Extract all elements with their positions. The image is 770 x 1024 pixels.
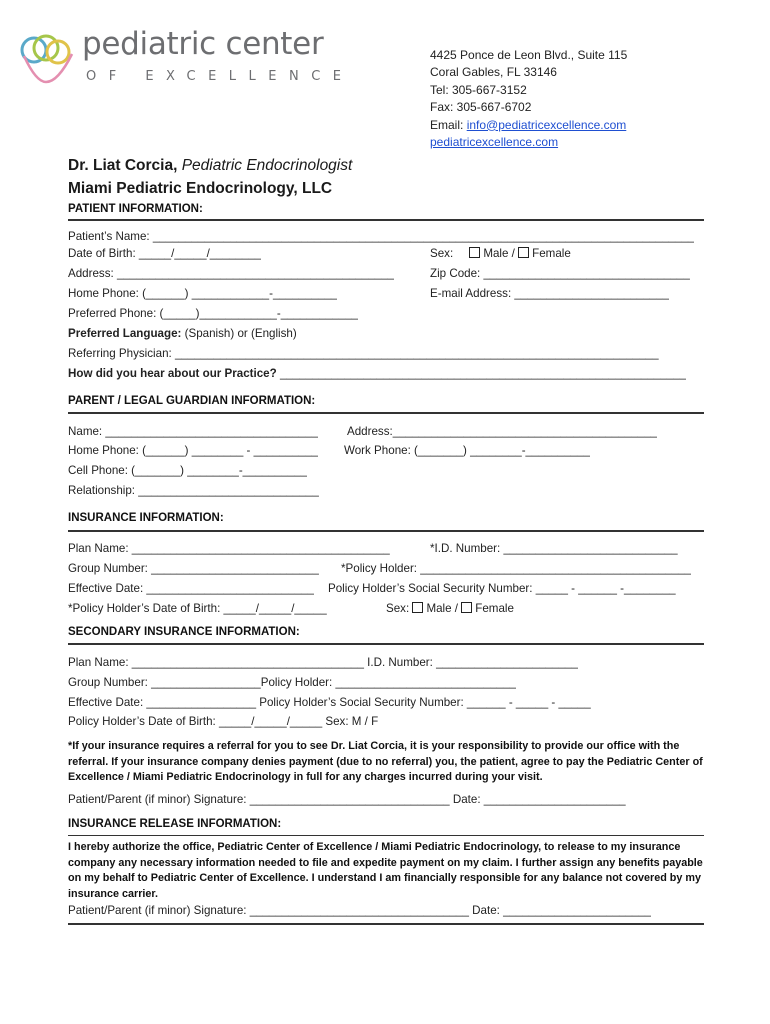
- male-label: Male /: [483, 247, 515, 260]
- referring-physician-field[interactable]: Referring Physician: ___________________________________________________________________________: [68, 347, 659, 360]
- secondary-group-field[interactable]: Group Number: _________________Policy Holder: ____________________________: [68, 676, 517, 689]
- contact-tel: Tel: 305-667-3152: [430, 82, 527, 97]
- patient-address-field[interactable]: Address: ___________________________________________: [68, 267, 395, 280]
- contact-fax: Fax: 305-667-6702: [430, 100, 532, 115]
- female-label: Female: [532, 247, 571, 260]
- patient-zip-field[interactable]: Zip Code: ________________________________: [430, 267, 690, 280]
- male-label: Male /: [426, 602, 459, 615]
- patient-email-field[interactable]: E-mail Address: ________________________: [430, 287, 670, 300]
- section-divider: [68, 643, 704, 645]
- patient-language-field[interactable]: [68, 327, 297, 340]
- practice-name: Miami Pediatric Endocrinology, LLC: [68, 180, 333, 197]
- doctor-name: Dr. Liat Corcia,: [68, 157, 178, 174]
- secondary-section-heading: SECONDARY INSURANCE INFORMATION:: [68, 626, 300, 638]
- release-section-heading: INSURANCE RELEASE INFORMATION:: [68, 818, 282, 830]
- logo-mark-icon: [16, 26, 78, 86]
- contact-email-row: [430, 117, 627, 134]
- insurance-ssn-field[interactable]: Policy Holder’s Social Security Number: _____ - ______ -________: [328, 582, 676, 595]
- hear-about-line: _______________________________________________________________: [276, 367, 687, 380]
- insurance-group-field[interactable]: Group Number: __________________________: [68, 562, 319, 575]
- contact-email-label: Email:: [430, 117, 467, 132]
- guardian-name-field[interactable]: Name: _________________________________: [68, 425, 319, 438]
- guardian-address-field[interactable]: Address:_________________________________________: [347, 425, 658, 438]
- insurance-sex-label: Sex:: [386, 602, 410, 615]
- female-checkbox[interactable]: [518, 247, 529, 258]
- section-divider: [68, 530, 704, 532]
- patient-section-heading: PATIENT INFORMATION:: [68, 203, 203, 215]
- insurance-sex-field: [386, 602, 514, 615]
- section-divider: [68, 835, 704, 836]
- section-divider: [68, 923, 704, 925]
- guardian-home-phone-field[interactable]: Home Phone: (______) ________ - __________: [68, 444, 319, 457]
- patient-dob-field[interactable]: Date of Birth: _____/_____/________: [68, 247, 262, 260]
- language-label: Preferred Language:: [68, 327, 182, 340]
- patient-name-field[interactable]: Patient’s Name: ____________________________________________________________________________________: [68, 230, 695, 243]
- insurance-holder-dob-field[interactable]: *Policy Holder’s Date of Birth: _____/_____/_____: [68, 602, 327, 615]
- signature-field[interactable]: Patient/Parent (if minor) Signature: _______________________________ Date: ______________________: [68, 793, 626, 806]
- hear-about-field[interactable]: [68, 367, 686, 380]
- section-divider: [68, 412, 704, 414]
- logo-title: pediatric center: [82, 26, 324, 62]
- secondary-holder-dob-field[interactable]: Policy Holder’s Date of Birth: _____/_____/_____ Sex: M / F: [68, 715, 379, 728]
- male-checkbox[interactable]: [412, 602, 423, 613]
- insurance-plan-field[interactable]: Plan Name: ________________________________________: [68, 542, 390, 555]
- referral-note: *If your insurance requires a referral for you to see Dr. Liat Corcia, it is your responsibility to provide our office with the referral. If your insurance company denies payment (due to no referral) you, the patient, agree to pay the Pediatric Center of Excellence / Miami Pediatric Endocrinology in full for any charges incurred during your visit.: [68, 740, 703, 784]
- guardian-section-heading: PARENT / LEGAL GUARDIAN INFORMATION:: [68, 395, 316, 407]
- release-signature-field[interactable]: Patient/Parent (if minor) Signature: __________________________________ Date: _______________________: [68, 904, 652, 917]
- doctor-heading: [68, 154, 352, 200]
- patient-home-phone-field[interactable]: Home Phone: (______) ____________-__________: [68, 287, 338, 300]
- doctor-title: Pediatric Endocrinologist: [177, 157, 353, 174]
- insurance-id-field[interactable]: *I.D. Number: ___________________________: [430, 542, 678, 555]
- insurance-section-heading: INSURANCE INFORMATION:: [68, 512, 224, 524]
- guardian-relationship-field[interactable]: Relationship: ____________________________: [68, 484, 319, 497]
- male-checkbox[interactable]: [469, 247, 480, 258]
- contact-email-link[interactable]: info@pediatricexcellence.com: [466, 117, 627, 132]
- female-label: Female: [475, 602, 514, 615]
- patient-sex-label: Sex:: [430, 247, 454, 260]
- hear-about-label: How did you hear about our Practice?: [68, 367, 277, 380]
- patient-sex-field: [430, 247, 571, 260]
- guardian-work-phone-field[interactable]: Work Phone: (_______) ________-__________: [344, 444, 591, 457]
- logo-subtitle: OF EXCELLENCE: [86, 69, 354, 84]
- insurance-holder-field[interactable]: *Policy Holder: __________________________________________: [341, 562, 692, 575]
- contact-block: [430, 47, 627, 151]
- secondary-plan-field[interactable]: Plan Name: ____________________________________ I.D. Number: ______________________: [68, 656, 578, 669]
- section-divider: [68, 219, 704, 221]
- contact-address-line1: 4425 Ponce de Leon Blvd., Suite 115: [430, 48, 628, 62]
- insurance-effective-field[interactable]: Effective Date: __________________________: [68, 582, 315, 595]
- contact-address-line2: Coral Gables, FL 33146: [430, 65, 557, 80]
- language-options: (Spanish) or (English): [181, 327, 297, 340]
- contact-website-link[interactable]: pediatricexcellence.com: [430, 135, 559, 150]
- secondary-effective-field[interactable]: Effective Date: _________________ Policy Holder’s Social Security Number: ______ - _____ - _____: [68, 696, 591, 709]
- patient-preferred-phone-field[interactable]: Preferred Phone: (_____)____________-____________: [68, 307, 359, 320]
- guardian-cell-phone-field[interactable]: Cell Phone: (_______) ________-__________: [68, 464, 308, 477]
- female-checkbox[interactable]: [461, 602, 472, 613]
- release-text: I hereby authorize the office, Pediatric Center of Excellence / Miami Pediatric Endocrinology, to release to my insurance company any necessary information needed to file and expedite payment on my claim. I further assign any benefits payable on my behalf to Pediatric Center of Excellence. I understand I am financially responsible for any balance not covered by my insurance carrier.: [68, 841, 703, 900]
